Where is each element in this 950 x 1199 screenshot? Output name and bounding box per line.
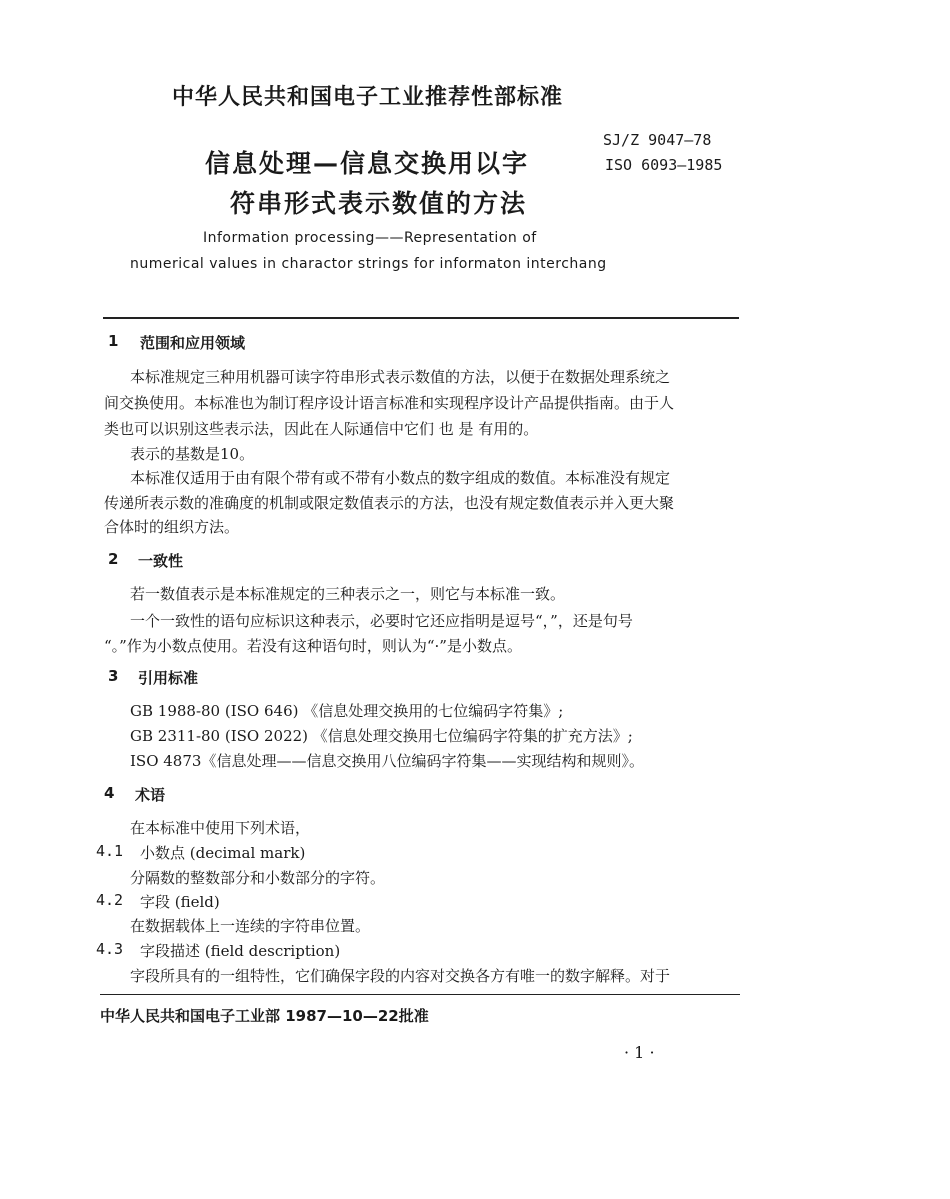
title-en-line2: numerical values in charactor strings for informaton interchang <box>130 256 607 272</box>
term-4-1-name: 小数点 (decimal mark) <box>140 844 306 862</box>
reference-item: GB 2311-80 (ISO 2022) 《信息处理交换用七位编码字符集的扩充方法》; <box>130 727 633 745</box>
section-2-paragraph-2-line-2: “。”作为小数点使用。若没有这种语句时，则认为“·”是小数点。 <box>104 637 522 655</box>
section-1-paragraph-3-line-1: 本标准仅适用于由有限个带有或不带有小数点的数字组成的数值。本标准没有规定 <box>130 469 671 487</box>
term-4-2-number: 4.2 <box>96 891 124 909</box>
title-en-line1: Information processing——Representation of <box>203 230 537 246</box>
section-1-paragraph-2: 表示的基数是10。 <box>130 445 255 463</box>
standard-category: 中华人民共和国电子工业推荐性部标准 <box>172 85 564 110</box>
section-1-paragraph-3-line-3: 合体时的组织方法。 <box>104 518 240 536</box>
footer-divider <box>100 994 740 995</box>
term-4-3-name: 字段描述 (field description) <box>140 942 341 960</box>
reference-item: ISO 4873《信息处理——信息交换用八位编码字符集——实现结构和规则》。 <box>130 752 644 770</box>
sj-standard-code: SJ/Z 9047—78 <box>603 131 712 149</box>
section-4-number: 4 <box>104 784 115 802</box>
section-1-paragraph-1-line-3: 类也可以识别这些表示法，因此在人际通信中它们 也 是 有用的。 <box>104 420 539 438</box>
section-3-title: 引用标准 <box>138 669 199 687</box>
section-2-number: 2 <box>108 550 119 568</box>
title-cn-line1: 信息处理—信息交换用以字 <box>205 149 530 178</box>
section-3-number: 3 <box>108 667 119 685</box>
term-4-1-definition: 分隔数的整数部分和小数部分的字符。 <box>130 869 386 887</box>
section-4-title: 术语 <box>135 786 166 804</box>
term-4-1-number: 4.1 <box>96 842 124 860</box>
term-4-3-number: 4.3 <box>96 940 124 958</box>
term-4-2-name: 字段 (field) <box>140 893 220 911</box>
iso-standard-code: ISO 6093—1985 <box>605 156 723 174</box>
section-2-paragraph-1: 若一数值表示是本标准规定的三种表示之一，则它与本标准一致。 <box>130 585 566 603</box>
term-4-3-definition: 字段所具有的一组特性，它们确保字段的内容对交换各方有唯一的数字解释。对于 <box>130 967 671 985</box>
section-2-title: 一致性 <box>138 552 184 570</box>
approval-line: 中华人民共和国电子工业部 1987—10—22批准 <box>100 1007 429 1025</box>
section-4-intro: 在本标准中使用下列术语， <box>130 819 311 837</box>
header-divider <box>103 317 739 319</box>
reference-item: GB 1988-80 (ISO 646) 《信息处理交换用的七位编码字符集》; <box>130 702 564 720</box>
section-2-paragraph-2-line-1: 一个一致性的语句应标识这种表示，必要时它还应指明是逗号“，”，还是句号 <box>130 612 633 630</box>
title-cn-line2: 符串形式表示数值的方法 <box>230 189 528 218</box>
page-number: · 1 · <box>624 1043 655 1062</box>
section-1-paragraph-1-line-2: 间交换使用。本标准也为制订程序设计语言标准和实现程序设计产品提供指南。由于人 <box>104 394 675 412</box>
section-1-title: 范围和应用领域 <box>140 334 246 352</box>
section-1-paragraph-1-line-1: 本标准规定三种用机器可读字符串形式表示数值的方法，以便于在数据处理系统之 <box>130 368 671 386</box>
term-4-2-definition: 在数据载体上一连续的字符串位置。 <box>130 917 371 935</box>
section-1-number: 1 <box>108 332 119 350</box>
section-1-paragraph-3-line-2: 传递所表示数的准确度的机制或限定数值表示的方法，也没有规定数值表示并入更大聚 <box>104 494 675 512</box>
